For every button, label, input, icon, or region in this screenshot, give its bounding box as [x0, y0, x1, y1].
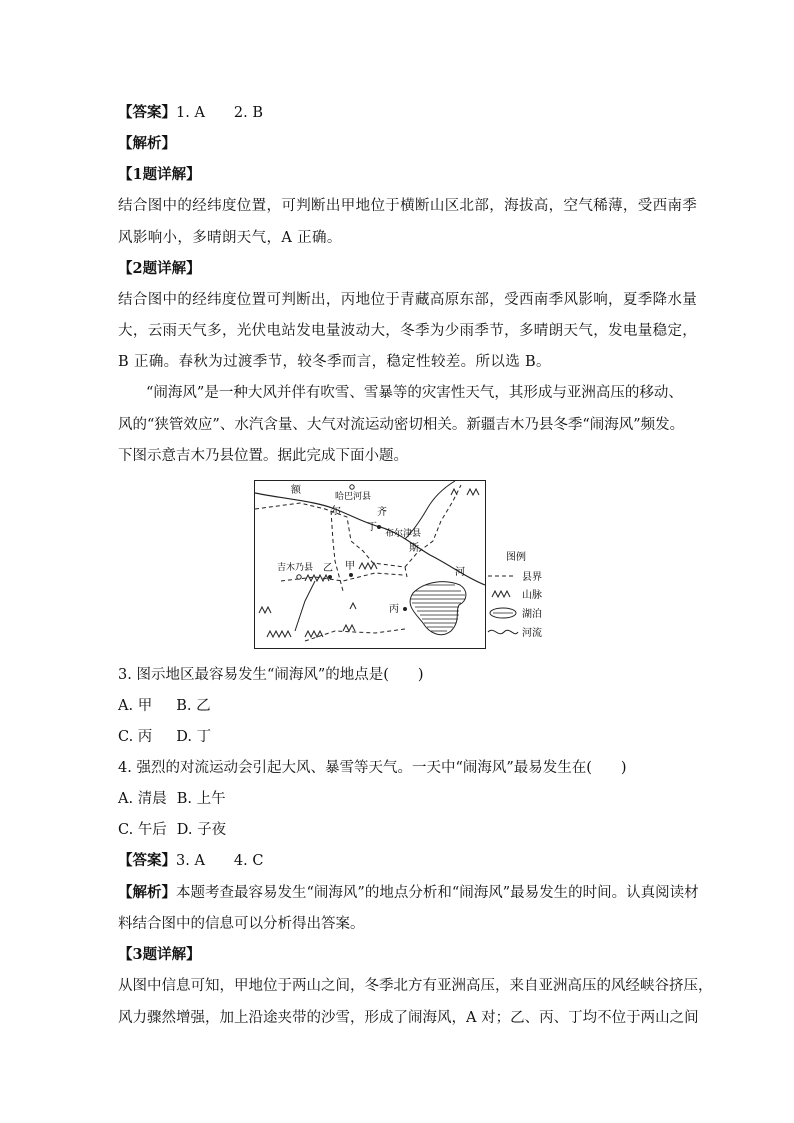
q4-option-b: B. 上午 — [176, 791, 226, 807]
answer-tag: 【答案】 — [118, 104, 176, 121]
analysis-text: 本题考查最容易发生“闹海风”的地点分析和“闹海风”最易发生的时间。认真阅读材 — [176, 885, 699, 901]
q4-option-c: C. 午后 — [118, 822, 167, 838]
q4-option-d: D. 子夜 — [176, 822, 227, 838]
material-line: “闹海风”是一种大风并伴有吹雪、雪暴等的灾害性天气，其形成与亚洲高压的移动、 — [146, 385, 683, 401]
q3-stem: 3. 图示地区最容易发生“闹海风”的地点是( ) — [118, 667, 424, 683]
label-jia: 甲 — [345, 561, 355, 572]
q3-option-c: C. 丙 — [118, 729, 153, 745]
q4-option-a: A. 清晨 — [118, 791, 167, 807]
q3-detail-heading: 【3题详解】 — [118, 946, 201, 963]
q4-options-row2 — [118, 820, 226, 840]
legend-mountain: 山脉 — [522, 590, 542, 601]
analysis-tag: 【解析】 — [118, 884, 176, 901]
q2-detail-line: B 正确。春秋为过渡季节，较冬季而言，稳定性较差。所以选 B。 — [118, 354, 551, 370]
label-si: 斯 — [409, 543, 419, 554]
label-e: 额 — [291, 485, 301, 496]
answer-tag: 【答案】 — [118, 852, 176, 869]
legend-title: 图例 — [506, 552, 526, 563]
label-yi: 乙 — [323, 563, 333, 574]
map-legend — [486, 550, 566, 650]
location-map — [254, 480, 486, 649]
label-habahe: 哈巴河县 — [335, 492, 372, 502]
q3-detail-line: 从图中信息可知，甲地位于两山之间，冬季北方有亚洲高压，来自亚洲高压的风经峡谷挤压， — [118, 978, 713, 994]
legend-svg — [486, 550, 566, 650]
q3-options-row2 — [118, 727, 211, 747]
point-yi — [328, 575, 332, 579]
q3-options-row1 — [118, 696, 211, 716]
legend-county: 县界 — [522, 572, 542, 583]
q4-options-row1 — [118, 789, 226, 809]
answer-line-1 — [118, 103, 263, 123]
jimunai-seat — [297, 575, 301, 579]
legend-mountain-symbol — [492, 591, 510, 597]
q1-detail-line: 风影响小，多晴朗天气，A 正确。 — [118, 230, 342, 246]
county-boundary — [331, 511, 343, 591]
buerjin-seat — [377, 525, 381, 529]
q3-option-a: A. 甲 — [118, 698, 153, 714]
q2-detail-heading: 【2题详解】 — [118, 260, 201, 277]
q3-option-d: D. 丁 — [176, 729, 212, 745]
label-jimunai: 吉木乃县 — [277, 563, 314, 573]
analysis-line-2 — [118, 883, 699, 903]
legend-river-symbol — [488, 630, 518, 633]
analysis-heading: 【解析】 — [118, 135, 176, 152]
habahe-seat — [350, 485, 354, 489]
label-ding: 丁 — [367, 522, 377, 533]
point-jia — [349, 573, 353, 577]
q3-detail-line: 风力骤然增强，加上沿途夹带的沙雪，形成了闹海风，A 对；乙、丙、丁均不位于两山之间 — [118, 1010, 699, 1026]
q4-stem: 4. 强烈的对流运动会引起大风、暴雪等天气。一天中“闹海风”最易发生在( ) — [118, 760, 627, 776]
label-qi: 齐 — [377, 507, 387, 518]
label-he: 河 — [455, 567, 465, 578]
legend-river: 河流 — [522, 628, 542, 639]
mountain-ridge — [295, 581, 315, 631]
material-line: 下图示意吉木乃县位置。据此完成下面小题。 — [118, 448, 408, 464]
material-line: 风的“狭管效应”、水汽含量、大气对流运动密切相关。新疆吉木乃县冬季“闹海风”频发。 — [118, 417, 685, 433]
point-bing — [403, 607, 407, 611]
county-boundary — [405, 485, 461, 567]
answer-text: 1. A 2. B — [176, 105, 264, 121]
legend-lake: 湖泊 — [522, 609, 542, 620]
answer-text: 3. A 4. C — [176, 853, 264, 869]
label-er: 尔 — [331, 506, 341, 517]
label-buerjin: 布尔津县 — [385, 529, 422, 539]
q2-detail-line: 大，云雨天气多，光伏电站发电量波动大，冬季为少雨季节，多晴朗天气，发电量稳定， — [118, 323, 698, 339]
map-svg — [255, 481, 485, 648]
q2-detail-line: 结合图中的经纬度位置可判断出，丙地位于青藏高原东部，受西南季风影响，夏季降水量 — [118, 292, 698, 308]
q3-option-b: B. 乙 — [176, 698, 211, 714]
answer-line-2 — [118, 851, 263, 871]
q1-detail-line: 结合图中的经纬度位置，可判断出甲地位于横断山区北部，海拔高，空气稀薄，受西南季 — [118, 198, 698, 214]
label-bing: 丙 — [389, 604, 399, 615]
analysis-line-2b: 料结合图中的信息可以分析得出答案。 — [118, 916, 365, 932]
q1-detail-heading: 【1题详解】 — [118, 166, 201, 183]
